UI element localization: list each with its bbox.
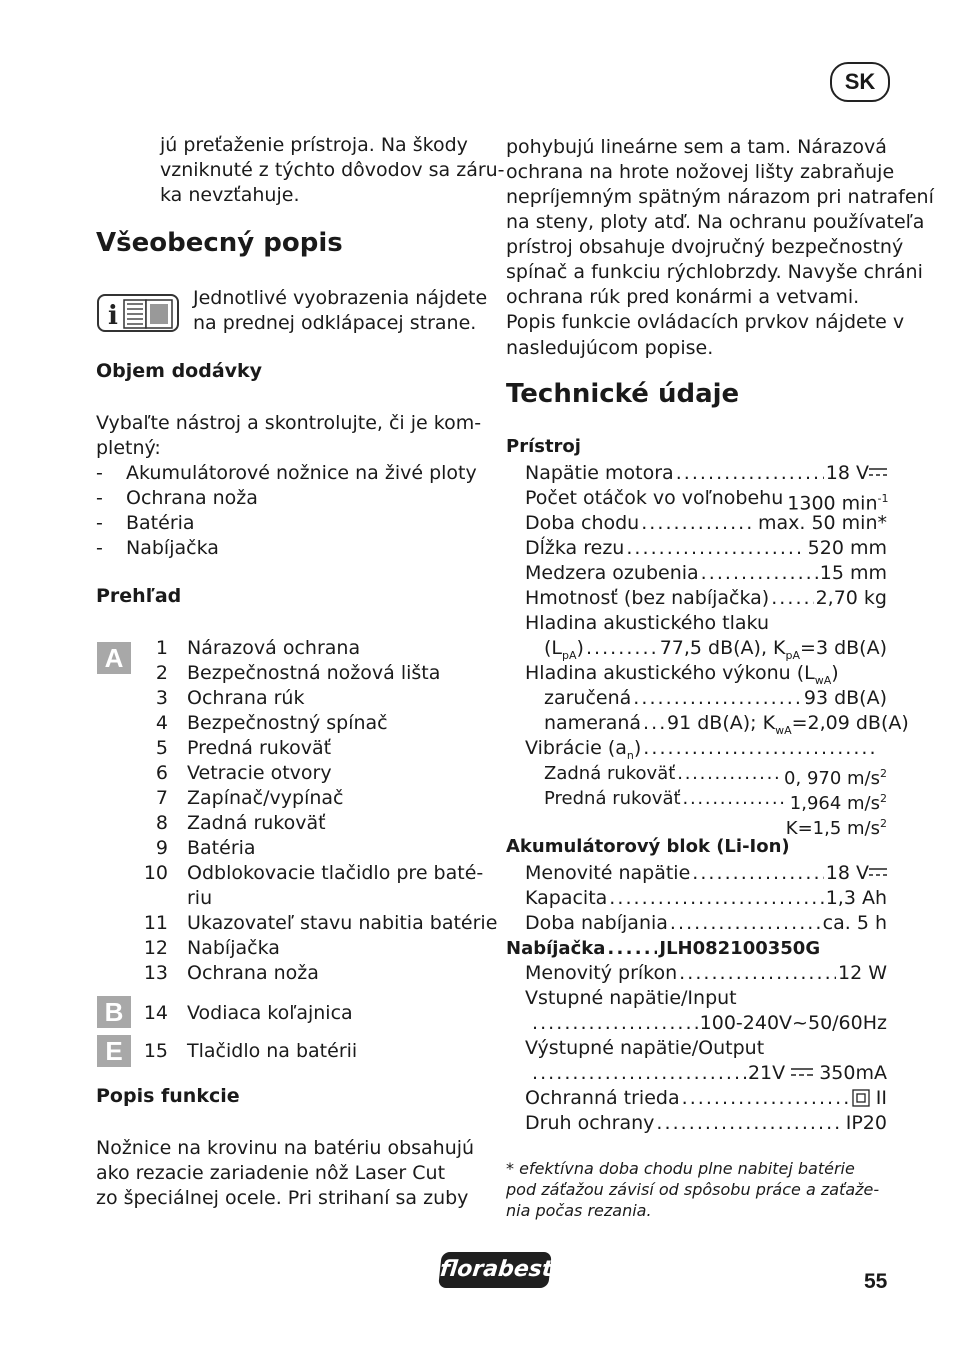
right-intro-5: prístroj obsahuje dvojručný bezpečnostný: [506, 236, 904, 258]
right-intro-1: pohybujú lineárne sem a tam. Nárazová: [506, 136, 887, 158]
spec-input-label: Vstupné napätie/Input: [525, 987, 737, 1009]
right-intro-2: ochrana na hrote nožovej lišty zabraňuje: [506, 161, 895, 183]
spec-value: ca. 5 h: [822, 912, 887, 934]
general-description-heading: Všeobecný popis: [96, 228, 343, 258]
function-text-3: zo špeciálnej ocele. Pri strihaní sa zuby: [96, 1187, 469, 1209]
figure-a-badge: A: [97, 642, 131, 674]
delivery-item: Akumulátorové nožnice na živé ploty: [126, 462, 477, 484]
info-book-icon: [96, 292, 180, 334]
overview-item-number: 1: [155, 637, 168, 659]
function-heading: Popis funkcie: [96, 1085, 240, 1107]
spec-value: 520 mm: [807, 537, 887, 559]
spec-label: Vibrácie $(a_n)$: [525, 737, 642, 762]
spec-motor-voltage: [525, 461, 887, 486]
delivery-item: Batéria: [126, 512, 195, 534]
spec-label: Hmotnosť (bez nabíjačka): [525, 587, 770, 609]
spec-value: 1,964 $m/s^2$: [789, 792, 887, 814]
overview-item-label: Odblokovacie tlačidlo pre baté-: [187, 862, 484, 884]
spec-cut-length: [525, 536, 887, 561]
overview-item-label: Vetracie otvory: [187, 762, 332, 784]
spec-weight: [525, 586, 887, 611]
footnote-3: nia počas rezania.: [506, 1201, 652, 1220]
overview-item-label: Nárazová ochrana: [187, 637, 361, 659]
footnote-1: * efektívna doba chodu plne nabitej batérie: [506, 1159, 855, 1178]
overview-item-label: Batéria: [187, 837, 256, 859]
spec-label: Medzera ozubenia: [525, 562, 699, 584]
spec-input: [530, 1011, 887, 1036]
spec-charger: [506, 936, 887, 961]
intro-line-2: vzniknuté z týchto dôvodov sa záru-: [160, 159, 505, 181]
info-text-line-1: Jednotlivé vyobrazenia nájdete: [193, 287, 488, 309]
spec-output: [530, 1061, 887, 1086]
svg-text:i: i: [108, 301, 118, 331]
overview-item-number: 5: [155, 737, 168, 759]
footnote-2: pod záťažou závisí od spôsobu práce a zaťaže-: [506, 1180, 880, 1199]
delivery-item: Ochrana noža: [126, 487, 258, 509]
figure-b-badge: B: [97, 996, 131, 1028]
spec-sound-power-label: Hladina akustického výkonu $(L_{wA})$: [525, 662, 839, 687]
spec-value: 18 V: [826, 461, 887, 486]
spec-label: Ochranná trieda: [525, 1087, 680, 1109]
overview-item-label: Ochrana noža: [187, 962, 319, 984]
intro-line-3: ka nevzťahuje.: [160, 184, 300, 206]
spec-value: 1300 $\min^{-1}$: [787, 492, 889, 515]
overview-item-label: Bezpečnostný spínač: [187, 712, 388, 734]
delivery-item: Nabíjačka: [126, 537, 219, 559]
right-intro-4: na steny, ploty atď. Na ochranu používateľa: [506, 211, 925, 233]
battery-heading: Akumulátorový blok (Li-Ion): [506, 836, 790, 857]
spec-value: 93 dB(A): [803, 687, 887, 709]
spec-output-label: Výstupné napätie/Output: [525, 1037, 765, 1059]
info-text-line-2: na prednej odklápacej strane.: [193, 312, 477, 334]
overview-item-number: 14: [143, 1002, 168, 1024]
overview-item-label: Zapínač/vypínač: [187, 787, 344, 809]
right-intro-6: spínač a funkciu rýchlobrzdy. Navyše chráni: [506, 261, 923, 283]
overview-item-number: 7: [155, 787, 168, 809]
delivery-dash-2: -: [96, 487, 103, 509]
technical-data-heading: Technické údaje: [506, 379, 740, 409]
spec-label: Doba chodu: [525, 512, 640, 534]
overview-item-number: 9: [155, 837, 168, 859]
spec-label: Napätie motora: [525, 462, 674, 484]
spec-label: Dĺžka rezu: [525, 537, 625, 559]
dc-symbol-icon: [869, 866, 887, 878]
spec-value: 18 V: [826, 861, 887, 886]
spec-label: Zadná rukoväť: [544, 763, 676, 784]
delivery-dash-4: -: [96, 537, 103, 559]
delivery-dash-1: -: [96, 462, 103, 484]
intro-line-1: jú preťaženie prístroja. Na škody: [160, 134, 468, 156]
overview-item-label: Nabíjačka: [187, 937, 280, 959]
spec-label: zaručená: [544, 687, 632, 709]
spec-value: 1,3 Ah: [825, 887, 887, 909]
spec-label: Menovité napätie: [525, 862, 691, 884]
spec-label: Kapacita: [525, 887, 608, 909]
florabest-logo: florabest: [438, 1252, 552, 1288]
spec-value: 21V 350mA: [747, 1062, 887, 1084]
class-ii-icon: [852, 1089, 870, 1107]
overview-item-number: 10: [143, 862, 168, 884]
spec-label: Počet otáčok vo voľnobehu: [525, 487, 784, 509]
spec-value: JLH082100350G: [659, 938, 821, 959]
delivery-intro-1: Vybaľte nástroj a skontrolujte, či je kom-: [96, 412, 482, 434]
spec-capacity: [525, 886, 887, 911]
spec-value: 91 dB(A); $K_{wA}=2,09$ dB(A): [667, 712, 909, 737]
overview-item-number: 3: [155, 687, 168, 709]
spec-value: 15 mm: [819, 562, 887, 584]
spec-value: max. 50 min*: [757, 512, 887, 534]
delivery-heading: Objem dodávky: [96, 360, 263, 382]
spec-label: Doba nabíjania: [525, 912, 668, 934]
overview-item-label: Ochrana rúk: [187, 687, 305, 709]
spec-value: 2,70 kg: [815, 587, 887, 609]
right-intro-8: Popis funkcie ovládacích prvkov nájdete v: [506, 311, 905, 333]
function-text-1: Nožnice na krovinu na batériu obsahujú: [96, 1137, 475, 1159]
overview-item-number: 4: [155, 712, 168, 734]
spec-label: Nabíjačka: [506, 938, 606, 959]
overview-item-number: 6: [155, 762, 168, 784]
figure-e-badge: E: [97, 1035, 131, 1067]
spec-label: Druh ochrany: [525, 1112, 655, 1134]
dc-symbol-icon: [869, 466, 887, 478]
overview-item-number: 15: [143, 1040, 168, 1062]
function-text-2: ako rezacie zariadenie nôž Laser Cut: [96, 1162, 446, 1184]
spec-label: nameraná: [544, 712, 642, 734]
overview-item-label: Zadná rukoväť: [187, 812, 326, 834]
delivery-intro-2: pletný:: [96, 437, 161, 459]
spec-value: 12 W: [837, 962, 887, 984]
overview-item-number: 2: [155, 662, 168, 684]
spec-protection-class: [525, 1086, 887, 1111]
delivery-dash-3: -: [96, 512, 103, 534]
spec-sound-pressure-label: Hladina akustického tlaku: [525, 612, 770, 634]
spec-value: 77,5 dB(A), $K_{pA}=3$ dB(A): [659, 637, 887, 662]
spec-ip-rating: [525, 1111, 887, 1136]
spec-guaranteed: [544, 686, 887, 711]
right-intro-7: ochrana rúk pred konármi a vetvami.: [506, 286, 860, 308]
spec-uncertainty: K=1,5 $m/s^2$: [785, 817, 887, 839]
spec-label: Predná rukoväť: [544, 788, 681, 809]
right-intro-9: nasledujúcom popise.: [506, 337, 714, 359]
spec-value: 100-240V~50/60Hz: [699, 1012, 887, 1034]
spec-charge-time: [525, 911, 887, 936]
overview-item-label: riu: [187, 887, 213, 909]
dc-symbol-icon: [791, 1066, 813, 1078]
overview-heading: Prehľad: [96, 585, 182, 607]
overview-item-label: Bezpečnostná nožová lišta: [187, 662, 441, 684]
language-badge: SK: [830, 62, 890, 102]
device-heading: Prístroj: [506, 436, 581, 457]
overview-item-number: 12: [143, 937, 168, 959]
overview-item-number: 11: [143, 912, 168, 934]
spec-value: IP20: [845, 1112, 887, 1134]
overview-item-number: 13: [143, 962, 168, 984]
spec-tooth-gap: [525, 561, 887, 586]
overview-item-number: 8: [155, 812, 168, 834]
overview-item-label: Ukazovateľ stavu nabitia batérie: [187, 912, 498, 934]
overview-item-label: Tlačidlo na batérii: [187, 1040, 358, 1062]
overview-item-label: Vodiaca koľajnica: [187, 1002, 353, 1024]
overview-item-label: Predná rukoväť: [187, 737, 332, 759]
right-intro-3: nepríjemným spätným nárazom pri natrafení: [506, 186, 934, 208]
page-number: 55: [864, 1270, 888, 1293]
spec-runtime: [525, 511, 887, 536]
spec-label: $(L_{pA})$: [544, 637, 584, 662]
spec-value: 0, 970 $m/s^2$: [784, 767, 887, 789]
spec-label: Menovitý príkon: [525, 962, 678, 984]
spec-nominal-voltage: [525, 861, 887, 886]
spec-value: II: [852, 1086, 887, 1111]
spec-power: [525, 961, 887, 986]
